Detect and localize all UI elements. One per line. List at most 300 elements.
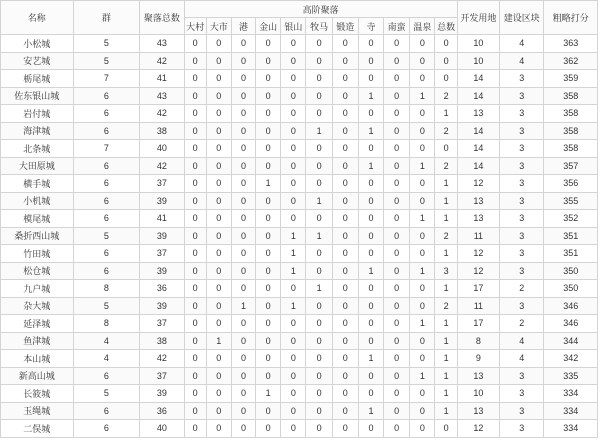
cell-village: 0 bbox=[184, 192, 206, 210]
cell-hot-spring: 0 bbox=[410, 332, 435, 350]
cell-land: 13 bbox=[457, 367, 499, 385]
cell-advanced-total: 2 bbox=[435, 227, 457, 245]
cell-horse: 0 bbox=[306, 175, 332, 193]
cell-land: 13 bbox=[457, 402, 499, 420]
cell-nanban: 0 bbox=[384, 245, 410, 263]
cell-advanced-total: 2 bbox=[435, 122, 457, 140]
cell-land: 14 bbox=[457, 87, 499, 105]
cell-total: 43 bbox=[140, 87, 184, 105]
cell-village: 0 bbox=[184, 280, 206, 298]
cell-forge: 0 bbox=[332, 350, 358, 368]
cell-name: 松仓城 bbox=[1, 262, 74, 280]
cell-hot-spring: 0 bbox=[410, 105, 435, 123]
cell-port: 0 bbox=[231, 420, 255, 438]
cell-port: 0 bbox=[231, 52, 255, 70]
cell-village: 0 bbox=[184, 105, 206, 123]
cell-market: 0 bbox=[206, 245, 231, 263]
cell-blocks: 3 bbox=[500, 210, 544, 228]
cell-gold-mine: 0 bbox=[256, 262, 281, 280]
cell-land: 14 bbox=[457, 157, 499, 175]
cell-temple: 0 bbox=[358, 315, 383, 333]
cell-score: 342 bbox=[544, 350, 598, 368]
cell-gold-mine: 0 bbox=[256, 70, 281, 88]
cell-advanced-total: 0 bbox=[435, 420, 457, 438]
cell-blocks: 3 bbox=[500, 420, 544, 438]
cell-total: 37 bbox=[140, 245, 184, 263]
cell-score: 351 bbox=[544, 245, 598, 263]
cell-temple: 0 bbox=[358, 297, 383, 315]
cell-port: 0 bbox=[231, 122, 255, 140]
table-header bbox=[1, 1, 598, 35]
cell-group: 6 bbox=[73, 122, 140, 140]
cell-horse: 0 bbox=[306, 420, 332, 438]
cell-port: 0 bbox=[231, 280, 255, 298]
cell-gold-mine: 0 bbox=[256, 192, 281, 210]
cell-hot-spring: 0 bbox=[410, 245, 435, 263]
cell-silver-mine: 0 bbox=[281, 210, 306, 228]
cell-land: 17 bbox=[457, 280, 499, 298]
cell-market: 0 bbox=[206, 350, 231, 368]
cell-advanced-total: 1 bbox=[435, 245, 457, 263]
cell-blocks: 3 bbox=[500, 297, 544, 315]
cell-silver-mine: 0 bbox=[281, 70, 306, 88]
cell-hot-spring: 0 bbox=[410, 227, 435, 245]
cell-port: 0 bbox=[231, 227, 255, 245]
cell-village: 0 bbox=[184, 297, 206, 315]
header-land: 开发用地 bbox=[457, 1, 499, 35]
cell-score: 351 bbox=[544, 227, 598, 245]
cell-port: 0 bbox=[231, 402, 255, 420]
cell-village: 0 bbox=[184, 210, 206, 228]
cell-silver-mine: 0 bbox=[281, 280, 306, 298]
cell-hot-spring: 0 bbox=[410, 70, 435, 88]
table-body bbox=[1, 35, 598, 438]
cell-forge: 0 bbox=[332, 52, 358, 70]
cell-advanced-total: 1 bbox=[435, 192, 457, 210]
cell-silver-mine: 0 bbox=[281, 52, 306, 70]
cell-market: 0 bbox=[206, 280, 231, 298]
cell-forge: 0 bbox=[332, 35, 358, 53]
cell-temple: 1 bbox=[358, 350, 383, 368]
cell-village: 0 bbox=[184, 367, 206, 385]
cell-hot-spring: 0 bbox=[410, 52, 435, 70]
cell-name: 海津城 bbox=[1, 122, 74, 140]
cell-gold-mine: 0 bbox=[256, 140, 281, 158]
cell-hot-spring: 0 bbox=[410, 280, 435, 298]
cell-hot-spring: 0 bbox=[410, 140, 435, 158]
cell-nanban: 0 bbox=[384, 332, 410, 350]
header-sub: 寺 bbox=[358, 18, 383, 35]
cell-temple: 0 bbox=[358, 35, 383, 53]
cell-blocks: 3 bbox=[500, 157, 544, 175]
cell-silver-mine: 0 bbox=[281, 87, 306, 105]
cell-group: 6 bbox=[73, 210, 140, 228]
cell-forge: 0 bbox=[332, 192, 358, 210]
cell-forge: 0 bbox=[332, 105, 358, 123]
cell-score: 334 bbox=[544, 402, 598, 420]
cell-score: 355 bbox=[544, 192, 598, 210]
cell-port: 0 bbox=[231, 35, 255, 53]
cell-hot-spring: 0 bbox=[410, 175, 435, 193]
table-row bbox=[1, 420, 598, 438]
cell-land: 13 bbox=[457, 105, 499, 123]
cell-group: 5 bbox=[73, 52, 140, 70]
cell-temple: 0 bbox=[358, 192, 383, 210]
cell-blocks: 4 bbox=[500, 52, 544, 70]
cell-forge: 0 bbox=[332, 402, 358, 420]
cell-hot-spring: 0 bbox=[410, 385, 435, 403]
cell-forge: 0 bbox=[332, 332, 358, 350]
cell-horse: 0 bbox=[306, 402, 332, 420]
cell-market: 0 bbox=[206, 420, 231, 438]
table-row bbox=[1, 210, 598, 228]
cell-village: 0 bbox=[184, 87, 206, 105]
cell-hot-spring: 1 bbox=[410, 315, 435, 333]
cell-score: 363 bbox=[544, 35, 598, 53]
cell-group: 5 bbox=[73, 385, 140, 403]
cell-village: 0 bbox=[184, 122, 206, 140]
cell-group: 4 bbox=[73, 350, 140, 368]
cell-score: 350 bbox=[544, 280, 598, 298]
cell-name: 桑折西山城 bbox=[1, 227, 74, 245]
cell-horse: 0 bbox=[306, 210, 332, 228]
cell-silver-mine: 0 bbox=[281, 35, 306, 53]
cell-port: 0 bbox=[231, 262, 255, 280]
header-sub: 南蛮 bbox=[384, 18, 410, 35]
cell-land: 12 bbox=[457, 245, 499, 263]
cell-blocks: 4 bbox=[500, 332, 544, 350]
cell-name: 横手城 bbox=[1, 175, 74, 193]
cell-blocks: 3 bbox=[500, 227, 544, 245]
table-row bbox=[1, 140, 598, 158]
cell-blocks: 3 bbox=[500, 192, 544, 210]
cell-nanban: 0 bbox=[384, 385, 410, 403]
cell-name: 鱼津城 bbox=[1, 332, 74, 350]
cell-horse: 1 bbox=[306, 227, 332, 245]
cell-temple: 0 bbox=[358, 280, 383, 298]
cell-forge: 0 bbox=[332, 157, 358, 175]
cell-score: 352 bbox=[544, 210, 598, 228]
cell-temple: 0 bbox=[358, 175, 383, 193]
cell-silver-mine: 1 bbox=[281, 227, 306, 245]
cell-market: 0 bbox=[206, 385, 231, 403]
cell-horse: 1 bbox=[306, 280, 332, 298]
cell-forge: 0 bbox=[332, 70, 358, 88]
cell-name: 栃尾城 bbox=[1, 70, 74, 88]
cell-advanced-total: 3 bbox=[435, 262, 457, 280]
cell-temple: 0 bbox=[358, 367, 383, 385]
cell-market: 0 bbox=[206, 367, 231, 385]
cell-village: 0 bbox=[184, 175, 206, 193]
cell-temple: 0 bbox=[358, 210, 383, 228]
cell-market: 0 bbox=[206, 105, 231, 123]
table-row bbox=[1, 52, 598, 70]
cell-nanban: 0 bbox=[384, 420, 410, 438]
cell-blocks: 3 bbox=[500, 367, 544, 385]
cell-gold-mine: 0 bbox=[256, 122, 281, 140]
table-row bbox=[1, 367, 598, 385]
cell-total: 38 bbox=[140, 332, 184, 350]
cell-total: 39 bbox=[140, 227, 184, 245]
cell-nanban: 0 bbox=[384, 402, 410, 420]
cell-temple: 0 bbox=[358, 332, 383, 350]
cell-name: 小松城 bbox=[1, 35, 74, 53]
cell-market: 0 bbox=[206, 52, 231, 70]
cell-horse: 0 bbox=[306, 315, 332, 333]
table-row bbox=[1, 105, 598, 123]
cell-hot-spring: 0 bbox=[410, 297, 435, 315]
cell-blocks: 3 bbox=[500, 87, 544, 105]
cell-gold-mine: 0 bbox=[256, 157, 281, 175]
cell-nanban: 0 bbox=[384, 262, 410, 280]
cell-group: 6 bbox=[73, 157, 140, 175]
cell-gold-mine: 0 bbox=[256, 350, 281, 368]
cell-nanban: 0 bbox=[384, 105, 410, 123]
table-row bbox=[1, 122, 598, 140]
cell-nanban: 0 bbox=[384, 175, 410, 193]
cell-name: 岩付城 bbox=[1, 105, 74, 123]
cell-temple: 0 bbox=[358, 140, 383, 158]
cell-total: 40 bbox=[140, 420, 184, 438]
cell-nanban: 0 bbox=[384, 70, 410, 88]
cell-hot-spring: 0 bbox=[410, 350, 435, 368]
cell-hot-spring: 1 bbox=[410, 157, 435, 175]
cell-village: 0 bbox=[184, 262, 206, 280]
cell-group: 7 bbox=[73, 70, 140, 88]
cell-forge: 0 bbox=[332, 210, 358, 228]
cell-market: 0 bbox=[206, 122, 231, 140]
cell-group: 6 bbox=[73, 420, 140, 438]
cell-total: 43 bbox=[140, 35, 184, 53]
cell-port: 0 bbox=[231, 315, 255, 333]
cell-village: 0 bbox=[184, 332, 206, 350]
header-sub: 总数 bbox=[435, 18, 457, 35]
cell-forge: 0 bbox=[332, 315, 358, 333]
cell-blocks: 3 bbox=[500, 70, 544, 88]
table-row bbox=[1, 385, 598, 403]
cell-nanban: 0 bbox=[384, 87, 410, 105]
cell-hot-spring: 1 bbox=[410, 87, 435, 105]
cell-name: 模尾城 bbox=[1, 210, 74, 228]
cell-gold-mine: 0 bbox=[256, 227, 281, 245]
cell-horse: 0 bbox=[306, 87, 332, 105]
cell-land: 10 bbox=[457, 52, 499, 70]
cell-group: 6 bbox=[73, 402, 140, 420]
cell-forge: 0 bbox=[332, 297, 358, 315]
cell-nanban: 0 bbox=[384, 140, 410, 158]
cell-forge: 0 bbox=[332, 227, 358, 245]
cell-total: 37 bbox=[140, 175, 184, 193]
cell-silver-mine: 0 bbox=[281, 315, 306, 333]
cell-land: 17 bbox=[457, 315, 499, 333]
cell-blocks: 3 bbox=[500, 262, 544, 280]
cell-nanban: 0 bbox=[384, 280, 410, 298]
cell-forge: 0 bbox=[332, 140, 358, 158]
cell-total: 42 bbox=[140, 52, 184, 70]
cell-forge: 0 bbox=[332, 367, 358, 385]
cell-land: 9 bbox=[457, 350, 499, 368]
cell-land: 10 bbox=[457, 35, 499, 53]
cell-nanban: 0 bbox=[384, 315, 410, 333]
cell-group: 6 bbox=[73, 245, 140, 263]
cell-gold-mine: 0 bbox=[256, 367, 281, 385]
cell-land: 11 bbox=[457, 297, 499, 315]
cell-hot-spring: 0 bbox=[410, 192, 435, 210]
cell-gold-mine: 0 bbox=[256, 52, 281, 70]
cell-advanced-total: 1 bbox=[435, 350, 457, 368]
cell-land: 10 bbox=[457, 385, 499, 403]
cell-village: 0 bbox=[184, 140, 206, 158]
cell-hot-spring: 1 bbox=[410, 367, 435, 385]
cell-blocks: 3 bbox=[500, 105, 544, 123]
header-sub: 大村 bbox=[184, 18, 206, 35]
cell-horse: 0 bbox=[306, 52, 332, 70]
cell-advanced-total: 1 bbox=[435, 210, 457, 228]
cell-temple: 1 bbox=[358, 122, 383, 140]
cell-total: 40 bbox=[140, 140, 184, 158]
cell-group: 8 bbox=[73, 280, 140, 298]
cell-total: 37 bbox=[140, 315, 184, 333]
cell-forge: 0 bbox=[332, 122, 358, 140]
table-row bbox=[1, 35, 598, 53]
cell-advanced-total: 0 bbox=[435, 140, 457, 158]
table-row bbox=[1, 350, 598, 368]
cell-blocks: 3 bbox=[500, 385, 544, 403]
cell-horse: 0 bbox=[306, 350, 332, 368]
header-advanced: 高阶聚落 bbox=[184, 1, 457, 18]
cell-gold-mine: 0 bbox=[256, 105, 281, 123]
cell-advanced-total: 1 bbox=[435, 385, 457, 403]
cell-market: 0 bbox=[206, 192, 231, 210]
cell-name: 二俣城 bbox=[1, 420, 74, 438]
cell-port: 0 bbox=[231, 332, 255, 350]
cell-score: 356 bbox=[544, 175, 598, 193]
cell-name: 九户城 bbox=[1, 280, 74, 298]
cell-total: 36 bbox=[140, 280, 184, 298]
cell-blocks: 2 bbox=[500, 315, 544, 333]
cell-land: 13 bbox=[457, 192, 499, 210]
cell-total: 39 bbox=[140, 297, 184, 315]
cell-hot-spring: 1 bbox=[410, 262, 435, 280]
table-row bbox=[1, 192, 598, 210]
cell-silver-mine: 1 bbox=[281, 297, 306, 315]
cell-village: 0 bbox=[184, 402, 206, 420]
cell-silver-mine: 0 bbox=[281, 367, 306, 385]
cell-silver-mine: 0 bbox=[281, 140, 306, 158]
cell-group: 6 bbox=[73, 175, 140, 193]
cell-temple: 0 bbox=[358, 105, 383, 123]
cell-total: 42 bbox=[140, 157, 184, 175]
cell-temple: 0 bbox=[358, 227, 383, 245]
cell-group: 4 bbox=[73, 332, 140, 350]
cell-silver-mine: 0 bbox=[281, 332, 306, 350]
cell-village: 0 bbox=[184, 70, 206, 88]
cell-forge: 0 bbox=[332, 280, 358, 298]
cell-gold-mine: 1 bbox=[256, 385, 281, 403]
cell-port: 0 bbox=[231, 385, 255, 403]
cell-gold-mine: 0 bbox=[256, 332, 281, 350]
cell-gold-mine: 1 bbox=[256, 175, 281, 193]
cell-horse: 0 bbox=[306, 35, 332, 53]
cell-total: 41 bbox=[140, 70, 184, 88]
cell-nanban: 0 bbox=[384, 227, 410, 245]
cell-temple: 0 bbox=[358, 70, 383, 88]
cell-group: 6 bbox=[73, 87, 140, 105]
cell-horse: 0 bbox=[306, 262, 332, 280]
cell-silver-mine: 0 bbox=[281, 385, 306, 403]
cell-name: 小机城 bbox=[1, 192, 74, 210]
cell-port: 0 bbox=[231, 87, 255, 105]
cell-total: 36 bbox=[140, 402, 184, 420]
cell-port: 0 bbox=[231, 245, 255, 263]
cell-gold-mine: 0 bbox=[256, 280, 281, 298]
cell-nanban: 0 bbox=[384, 157, 410, 175]
cell-gold-mine: 0 bbox=[256, 420, 281, 438]
cell-horse: 0 bbox=[306, 157, 332, 175]
cell-advanced-total: 2 bbox=[435, 297, 457, 315]
cell-group: 7 bbox=[73, 140, 140, 158]
cell-forge: 0 bbox=[332, 87, 358, 105]
cell-temple: 0 bbox=[358, 52, 383, 70]
cell-nanban: 0 bbox=[384, 35, 410, 53]
cell-port: 0 bbox=[231, 210, 255, 228]
cell-village: 0 bbox=[184, 227, 206, 245]
cell-advanced-total: 1 bbox=[435, 315, 457, 333]
cell-score: 346 bbox=[544, 315, 598, 333]
table-row bbox=[1, 280, 598, 298]
table-row bbox=[1, 332, 598, 350]
cell-horse: 0 bbox=[306, 70, 332, 88]
cell-market: 0 bbox=[206, 262, 231, 280]
cell-gold-mine: 0 bbox=[256, 297, 281, 315]
cell-blocks: 3 bbox=[500, 402, 544, 420]
cell-score: 358 bbox=[544, 105, 598, 123]
cell-land: 12 bbox=[457, 420, 499, 438]
cell-port: 1 bbox=[231, 297, 255, 315]
cell-gold-mine: 0 bbox=[256, 402, 281, 420]
cell-temple: 1 bbox=[358, 402, 383, 420]
cell-group: 6 bbox=[73, 105, 140, 123]
cell-horse: 0 bbox=[306, 332, 332, 350]
cell-horse: 0 bbox=[306, 367, 332, 385]
cell-nanban: 0 bbox=[384, 297, 410, 315]
cell-horse: 0 bbox=[306, 297, 332, 315]
cell-total: 39 bbox=[140, 262, 184, 280]
table-row bbox=[1, 87, 598, 105]
cell-total: 38 bbox=[140, 122, 184, 140]
table-row bbox=[1, 402, 598, 420]
header-sub: 金山 bbox=[256, 18, 281, 35]
cell-market: 0 bbox=[206, 140, 231, 158]
cell-advanced-total: 1 bbox=[435, 175, 457, 193]
cell-gold-mine: 0 bbox=[256, 35, 281, 53]
cell-total: 42 bbox=[140, 350, 184, 368]
header-sub: 港 bbox=[231, 18, 255, 35]
cell-nanban: 0 bbox=[384, 192, 410, 210]
cell-village: 0 bbox=[184, 315, 206, 333]
cell-village: 0 bbox=[184, 245, 206, 263]
cell-name: 延泽城 bbox=[1, 315, 74, 333]
cell-horse: 0 bbox=[306, 105, 332, 123]
cell-name: 本山城 bbox=[1, 350, 74, 368]
cell-port: 0 bbox=[231, 175, 255, 193]
cell-score: 358 bbox=[544, 87, 598, 105]
cell-land: 12 bbox=[457, 262, 499, 280]
cell-nanban: 0 bbox=[384, 122, 410, 140]
cell-land: 12 bbox=[457, 175, 499, 193]
cell-group: 6 bbox=[73, 192, 140, 210]
cell-silver-mine: 0 bbox=[281, 157, 306, 175]
